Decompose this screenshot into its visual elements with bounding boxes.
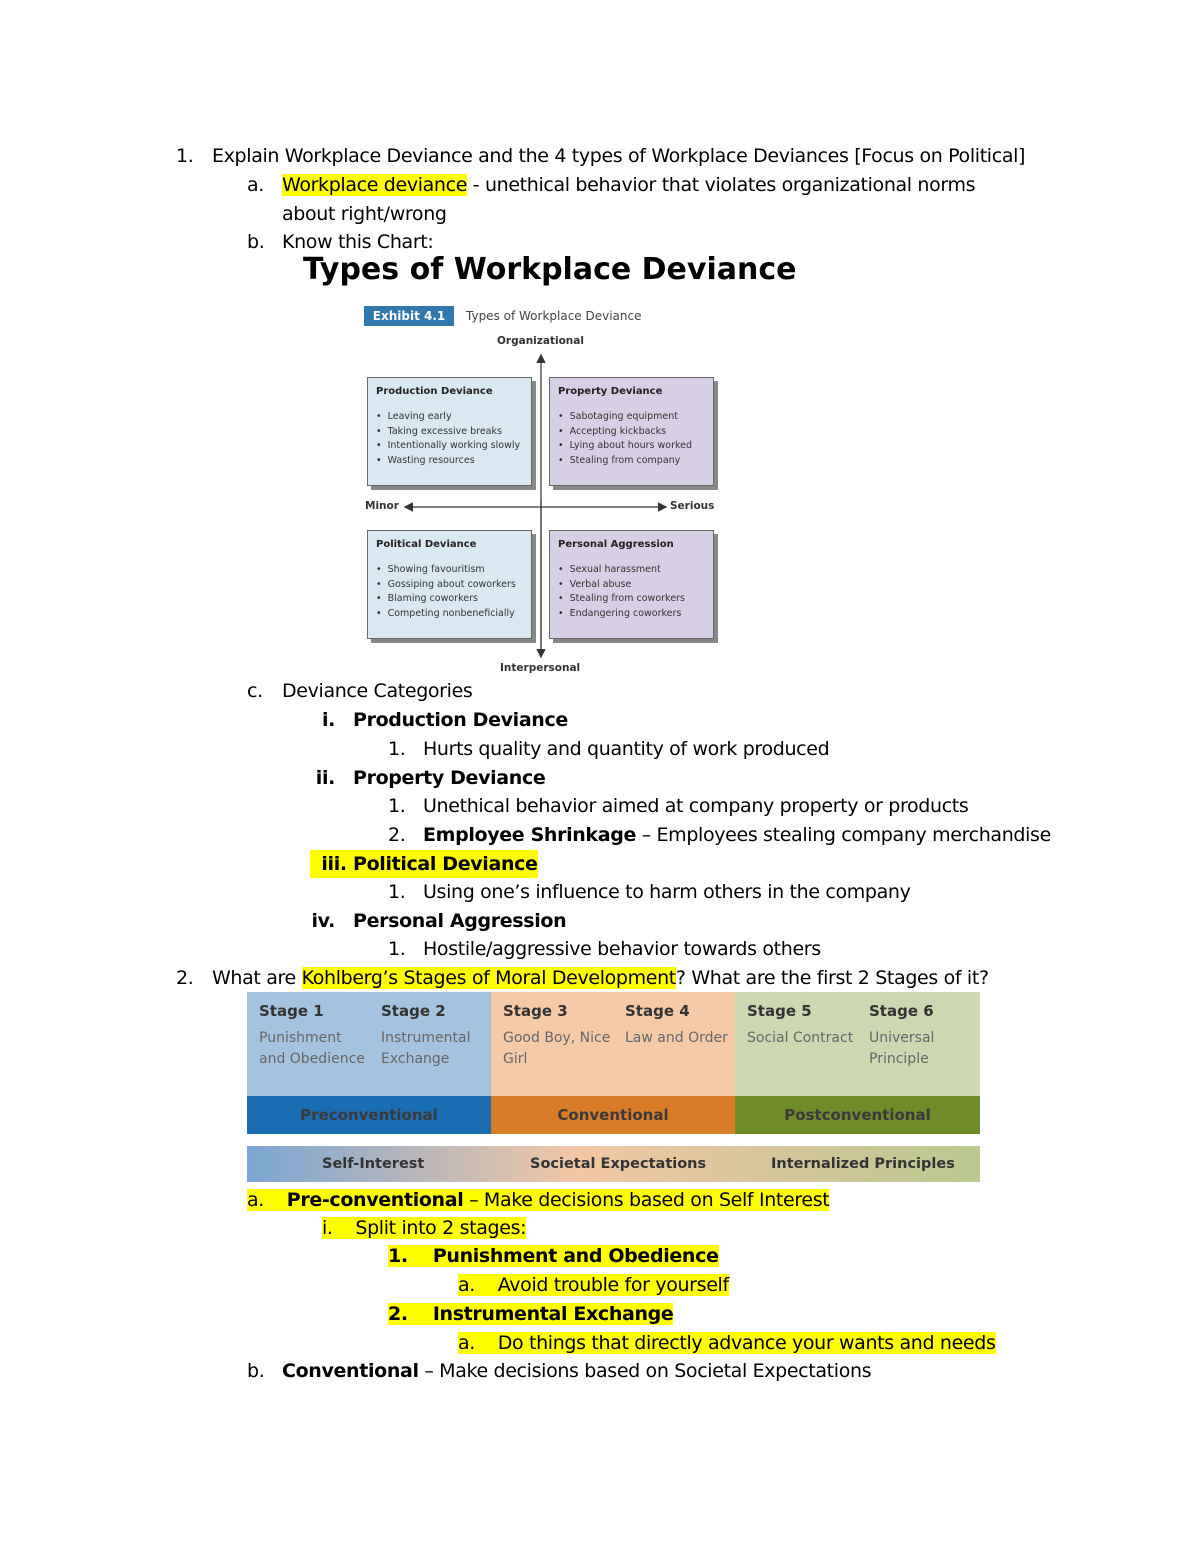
stage2-title: Instrumental Exchange	[432, 1303, 674, 1325]
level-conventional: Conventional	[491, 1096, 735, 1134]
stage-3-cell	[491, 992, 613, 1096]
axis-minor: Minor	[365, 500, 399, 512]
stage-desc: Social Contract	[747, 1030, 854, 1046]
item-text: Hostile/aggressive behavior towards others	[423, 938, 821, 960]
stage1-title: Punishment and Obedience	[432, 1245, 719, 1267]
stage-title: Stage 4	[625, 1002, 690, 1020]
level-preconventional: Preconventional	[247, 1096, 491, 1134]
roman-marker: ii.	[315, 767, 335, 789]
stage2-sub-marker: a.	[458, 1332, 498, 1354]
q1b-marker: b.	[247, 231, 265, 253]
quadrant-item: • Sexual harassment	[558, 563, 685, 578]
stage1-marker: 1.	[388, 1245, 433, 1267]
stage1-sub-marker: a.	[458, 1274, 498, 1296]
item-marker: 1.	[388, 881, 406, 903]
q1a-definition: - unethical behavior that violates organizational norms	[467, 174, 976, 196]
q1c-marker: c.	[247, 680, 263, 702]
quadrant-title: Production Deviance	[376, 386, 493, 397]
q2-prefix: What are	[212, 967, 302, 989]
quadrant-list	[376, 563, 516, 621]
stage1-sub-line	[458, 1271, 729, 1299]
quadrant-item: • Lying about hours worked	[558, 439, 692, 454]
exhibit-title: Types of Workplace Deviance	[466, 309, 642, 323]
quadrant-item: • Endangering coworkers	[558, 607, 685, 622]
stage2-sub-text: Do things that directly advance your wants and needs	[497, 1332, 996, 1354]
q1-number: 1.	[176, 145, 194, 167]
roman-marker: i.	[321, 709, 335, 731]
stage2-marker: 2.	[388, 1303, 433, 1325]
category-item	[388, 792, 969, 820]
axis-interpersonal: Interpersonal	[500, 662, 581, 674]
item-marker: 2.	[388, 824, 406, 846]
stage2-sub-line	[458, 1329, 996, 1357]
quadrant-item: • Verbal abuse	[558, 578, 685, 593]
stage-desc: Universal Principle	[869, 1030, 935, 1067]
item-bold-term: Employee Shrinkage	[423, 824, 636, 846]
q2-highlight: Kohlberg’s Stages of Moral Development	[301, 967, 676, 989]
quadrant-item: • Sabotaging equipment	[558, 410, 692, 425]
q2b-bold-term: Conventional	[282, 1360, 419, 1382]
stage2-line	[388, 1300, 673, 1328]
roman-marker: iv.	[311, 910, 335, 932]
stage-6-cell	[857, 992, 980, 1096]
stage-desc: Punishment and Obedience	[259, 1030, 365, 1067]
category-item	[388, 735, 830, 763]
q2a-i-text: Split into 2 stages:	[355, 1217, 527, 1239]
quadrant-list	[376, 410, 520, 468]
level-postconventional: Postconventional	[735, 1096, 980, 1134]
exhibit-badge: Exhibit 4.1	[364, 306, 454, 326]
orientation-societal: Societal Expectations	[530, 1156, 707, 1172]
quadrant-item: • Stealing from company	[558, 454, 692, 469]
quadrant-item: • Blaming coworkers	[376, 592, 516, 607]
quadrant-list	[558, 563, 685, 621]
quadrant-item: • Accepting kickbacks	[558, 425, 692, 440]
item-marker: 1.	[388, 938, 406, 960]
q2a-i-line	[322, 1214, 526, 1242]
q1a-term: Workplace deviance	[282, 174, 468, 196]
stage-title: Stage 3	[503, 1002, 568, 1020]
q2-number: 2.	[176, 967, 194, 989]
quadrant-item: • Gossiping about coworkers	[376, 578, 516, 593]
q1c-text: Deviance Categories	[282, 680, 473, 702]
quadrant-item: • Intentionally working slowly	[376, 439, 520, 454]
stage-title: Stage 1	[259, 1002, 324, 1020]
q1a-continuation: about right/wrong	[282, 203, 447, 225]
quadrant-title: Political Deviance	[376, 539, 477, 550]
q2a-i-marker: i.	[322, 1217, 355, 1239]
quadrant-title: Property Deviance	[558, 386, 663, 397]
quadrant-item: • Leaving early	[376, 410, 520, 425]
stage-2-cell	[369, 992, 491, 1096]
axis-serious: Serious	[670, 500, 715, 512]
item-text: Unethical behavior aimed at company property or products	[423, 795, 969, 817]
q1b-text: Know this Chart:	[282, 231, 434, 253]
item-text: Hurts quality and quantity of work produced	[423, 738, 830, 760]
quadrant-list	[558, 410, 692, 468]
stage-title: Stage 6	[869, 1002, 934, 1020]
q2a-line	[247, 1186, 829, 1214]
item-marker: 1.	[388, 738, 406, 760]
category-item	[388, 878, 911, 906]
quadrant-item: • Showing favouritism	[376, 563, 516, 578]
orientation-self-interest: Self-Interest	[322, 1156, 425, 1172]
item-text: – Employees stealing company merchandise	[635, 824, 1051, 846]
stage-desc: Instrumental Exchange	[381, 1030, 471, 1067]
quadrant-item: • Competing nonbeneficially	[376, 607, 516, 622]
stage-desc: Law and Order	[625, 1030, 728, 1046]
quadrant-personal-aggression	[549, 530, 714, 639]
quadrant-property-deviance	[549, 377, 714, 486]
axis-organizational: Organizational	[497, 335, 584, 347]
chart-title: Types of Workplace Deviance	[303, 252, 797, 287]
q2a-marker: a.	[247, 1189, 287, 1211]
quadrant-item: • Stealing from coworkers	[558, 592, 685, 607]
item-text: Using one’s influence to harm others in the company	[423, 881, 911, 903]
q2a-bold-term: Pre-conventional	[286, 1189, 464, 1211]
stage-desc: Good Boy, Nice Girl	[503, 1030, 611, 1067]
q2b-text: – Make decisions based on Societal Expectations	[418, 1360, 872, 1382]
q2b-line	[247, 1357, 872, 1385]
stage-5-cell	[735, 992, 857, 1096]
q1-text: Explain Workplace Deviance and the 4 types of Workplace Deviances [Focus on Political]	[212, 145, 1026, 167]
quadrant-production-deviance	[367, 377, 532, 486]
q2-line	[176, 964, 989, 992]
category-item	[388, 935, 821, 963]
q2b-marker: b.	[247, 1360, 265, 1382]
quadrant-item: • Wasting resources	[376, 454, 520, 469]
stage-title: Stage 5	[747, 1002, 812, 1020]
orientation-internalized: Internalized Principles	[771, 1156, 955, 1172]
stage-1-cell	[247, 992, 369, 1096]
roman-marker: iii.	[310, 850, 353, 878]
quadrant-item: • Taking excessive breaks	[376, 425, 520, 440]
category-title: Production Deviance	[353, 709, 568, 731]
stage1-sub-text: Avoid trouble for yourself	[497, 1274, 729, 1296]
stage1-line	[388, 1242, 719, 1270]
q1c-line	[247, 677, 473, 705]
category-title: Property Deviance	[353, 767, 546, 789]
category-item	[388, 821, 1051, 849]
q2a-text: – Make decisions based on Self Interest	[463, 1189, 830, 1211]
category-title: Personal Aggression	[353, 910, 567, 932]
quadrant-title: Personal Aggression	[558, 539, 674, 550]
quadrant-political-deviance	[367, 530, 532, 639]
q1a-marker: a.	[247, 174, 264, 196]
category-title: Political Deviance	[353, 850, 538, 878]
stage-4-cell	[613, 992, 735, 1096]
item-marker: 1.	[388, 795, 406, 817]
orientation-gradient-bar	[247, 1146, 980, 1182]
stage-title: Stage 2	[381, 1002, 446, 1020]
q2-suffix: ? What are the first 2 Stages of it?	[675, 967, 989, 989]
